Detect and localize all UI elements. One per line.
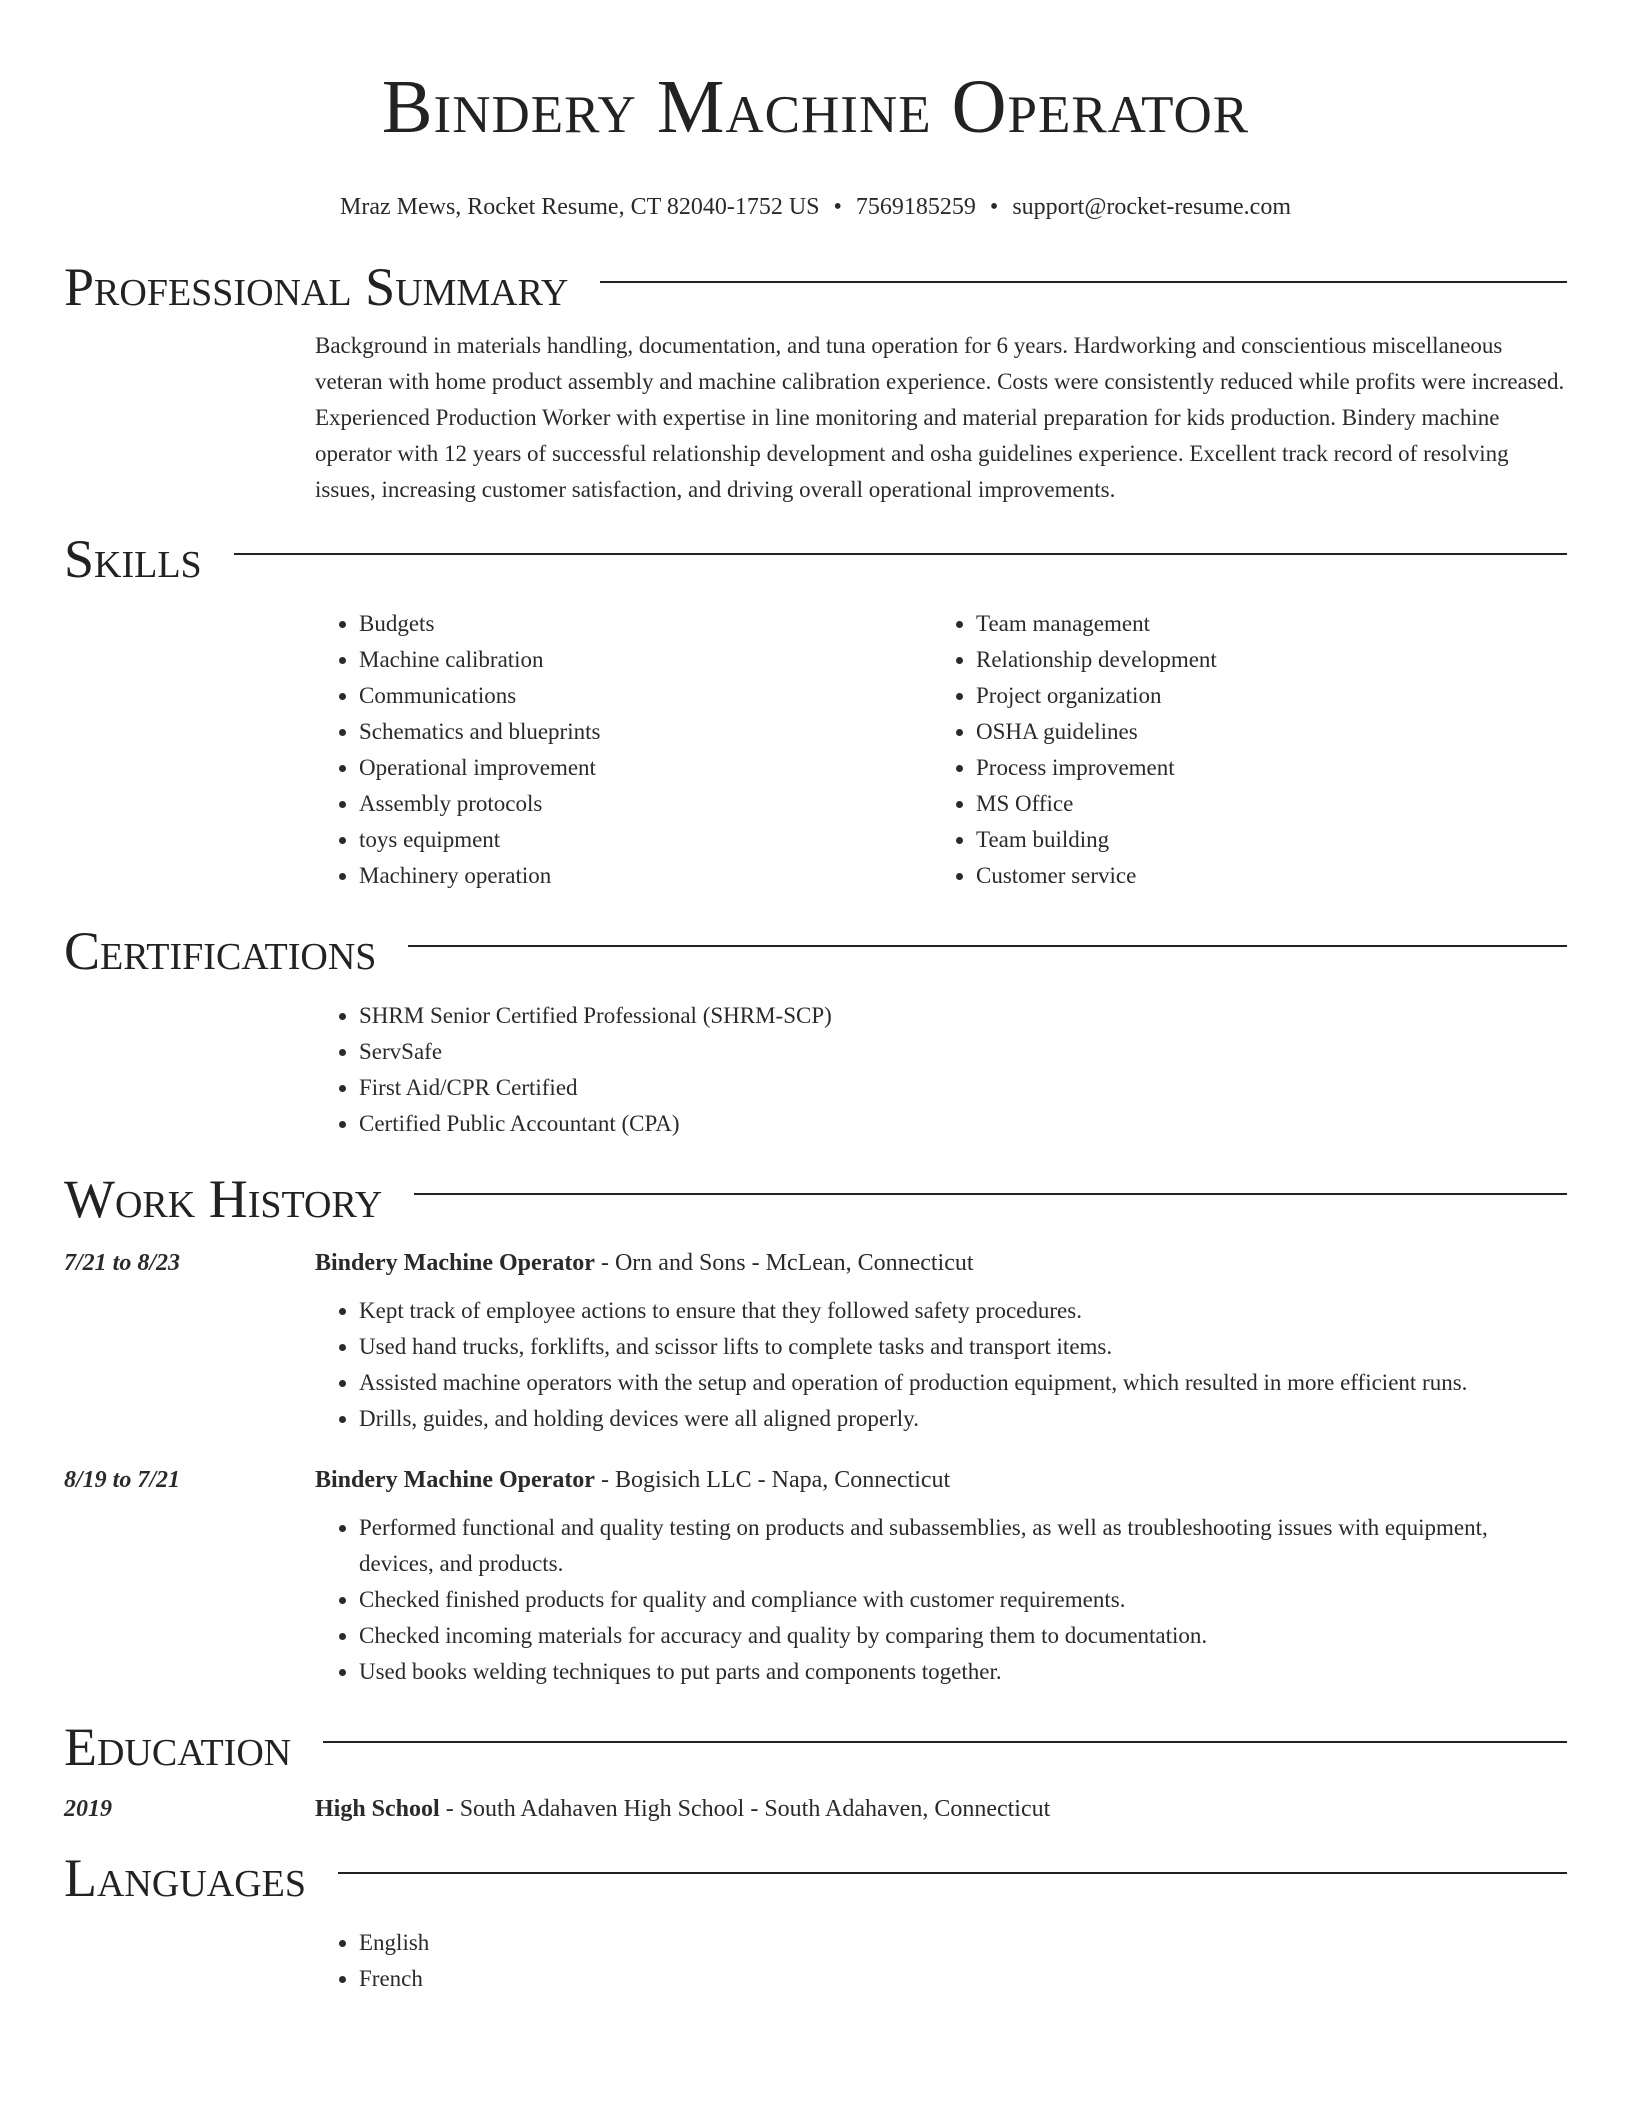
skill-item: • Relationship development xyxy=(976,642,1549,678)
skills-list-right xyxy=(932,606,1549,894)
education-degree: High School xyxy=(315,1796,440,1822)
skills-column-left xyxy=(315,606,932,894)
skill-item: • Team management xyxy=(976,606,1549,642)
job-dates: 8/19 to 7/21 xyxy=(64,1467,181,1493)
job-entry xyxy=(64,1250,1567,1437)
education-header xyxy=(64,1712,1567,1782)
job-duties-list xyxy=(315,1293,1567,1437)
section-divider xyxy=(408,945,1567,947)
education-title: Education xyxy=(64,1717,292,1777)
job-duty: • Assisted machine operators with the setup and operation of production equipment, which resulted in more efficient runs. xyxy=(359,1365,1567,1401)
summary-header xyxy=(64,252,1567,322)
summary-text: Background in materials handling, documentation, and tuna operation for 6 years. Hardworking and conscientious miscellaneous veteran with home product assembly and machine calibration experience. Costs were consistently reduced while profits were increased. Experienced Production Worker with expertise in line monitoring and material preparation for kids production. Bindery machine operator with 12 years of successful relationship development and osha guidelines experience. Excellent track record of resolving issues, increasing customer satisfaction, and driving overall operational improvements. xyxy=(315,333,1565,502)
education-entry xyxy=(64,1796,1567,1823)
languages-title: Languages xyxy=(64,1848,306,1908)
candidate-name: Bindery Machine Operator xyxy=(381,65,1250,149)
section-divider xyxy=(414,1193,1567,1195)
languages-list xyxy=(315,1925,1567,1997)
certifications-list xyxy=(315,998,1567,1142)
contact-separator: • xyxy=(833,194,842,220)
education-school: - South Adahaven High School - South Adahaven, Connecticut xyxy=(439,1796,1051,1822)
skill-item: • Communications xyxy=(359,678,932,714)
job-duty: • Used hand trucks, forklifts, and scissor lifts to complete tasks and transport items. xyxy=(359,1329,1567,1365)
certification-item: • ServSafe xyxy=(359,1034,1567,1070)
skill-item: • Budgets xyxy=(359,606,932,642)
contact-email: support@rocket-resume.com xyxy=(1012,194,1291,220)
contact-line xyxy=(64,192,1567,222)
job-duty: • Performed functional and quality testing on products and subassemblies, as well as troubleshooting issues with equipment, devices, and products. xyxy=(359,1510,1567,1582)
section-divider xyxy=(338,1872,1567,1874)
certification-item: • SHRM Senior Certified Professional (SHRM-SCP) xyxy=(359,998,1567,1034)
job-title-line xyxy=(315,1467,1567,1494)
skill-item: • Process improvement xyxy=(976,750,1549,786)
job-duty: • Checked incoming materials for accuracy and quality by comparing them to documentation. xyxy=(359,1618,1567,1654)
education-line xyxy=(315,1796,1567,1823)
languages-section xyxy=(64,1843,1567,1997)
skill-item: • Team building xyxy=(976,822,1549,858)
contact-separator: • xyxy=(989,194,999,220)
job-role: Bindery Machine Operator xyxy=(315,1250,595,1276)
skill-item: • OSHA guidelines xyxy=(976,714,1549,750)
work-history-title: Work History xyxy=(64,1169,383,1229)
skills-header xyxy=(64,524,1567,594)
skill-item: • Project organization xyxy=(976,678,1549,714)
certification-item: • First Aid/CPR Certified xyxy=(359,1070,1567,1106)
job-header xyxy=(64,1250,1567,1277)
skill-item: • Machinery operation xyxy=(359,858,932,894)
skills-column-right xyxy=(932,606,1549,894)
job-duty: • Used books welding techniques to put parts and components together. xyxy=(359,1654,1567,1690)
skill-item: • toys equipment xyxy=(359,822,932,858)
job-company: - Bogisich LLC - Napa, Connecticut xyxy=(594,1467,951,1493)
section-divider xyxy=(323,1741,1567,1743)
job-header xyxy=(64,1467,1567,1494)
certifications-section xyxy=(64,916,1567,1142)
languages-header xyxy=(64,1843,1567,1913)
contact-phone: 7569185259 xyxy=(855,194,976,220)
skill-item: • Customer service xyxy=(976,858,1549,894)
language-item: • English xyxy=(359,1925,1567,1961)
job-duties-list xyxy=(315,1510,1567,1690)
job-duties xyxy=(315,1510,1567,1690)
job-company: - Orn and Sons - McLean, Connecticut xyxy=(594,1250,974,1276)
skills-columns xyxy=(315,606,1567,894)
certifications-header xyxy=(64,916,1567,986)
job-duty: • Checked finished products for quality and compliance with customer requirements. xyxy=(359,1582,1567,1618)
skill-item: • Assembly protocols xyxy=(359,786,932,822)
certification-item: • Certified Public Accountant (CPA) xyxy=(359,1106,1567,1142)
job-duties xyxy=(315,1293,1567,1437)
job-title-line xyxy=(315,1250,1567,1277)
skill-item: • Machine calibration xyxy=(359,642,932,678)
languages-body xyxy=(315,1925,1567,1997)
skills-title: Skills xyxy=(64,529,202,589)
summary-title: Professional Summary xyxy=(64,257,569,317)
education-year: 2019 xyxy=(64,1796,112,1822)
skill-item: • Schematics and blueprints xyxy=(359,714,932,750)
work-history-header xyxy=(64,1164,1567,1234)
section-divider xyxy=(600,281,1567,283)
section-divider xyxy=(234,553,1567,555)
skill-item: • MS Office xyxy=(976,786,1549,822)
job-dates: 7/21 to 8/23 xyxy=(64,1250,181,1276)
job-duty: • Drills, guides, and holding devices were all aligned properly. xyxy=(359,1401,1567,1437)
certifications-body xyxy=(315,998,1567,1142)
job-entry xyxy=(64,1467,1567,1690)
resume-page xyxy=(64,0,1567,1997)
language-item: • French xyxy=(359,1961,1567,1997)
job-duty: • Kept track of employee actions to ensure that they followed safety procedures. xyxy=(359,1293,1567,1329)
education-section xyxy=(64,1712,1567,1823)
summary-section xyxy=(64,252,1567,508)
job-role: Bindery Machine Operator xyxy=(315,1467,595,1493)
skills-section xyxy=(64,524,1567,894)
contact-address: Mraz Mews, Rocket Resume, CT 82040-1752 US xyxy=(339,194,820,220)
work-history-section xyxy=(64,1164,1567,1690)
certifications-title: Certifications xyxy=(64,921,377,981)
skills-list-left xyxy=(315,606,932,894)
skill-item: • Operational improvement xyxy=(359,750,932,786)
